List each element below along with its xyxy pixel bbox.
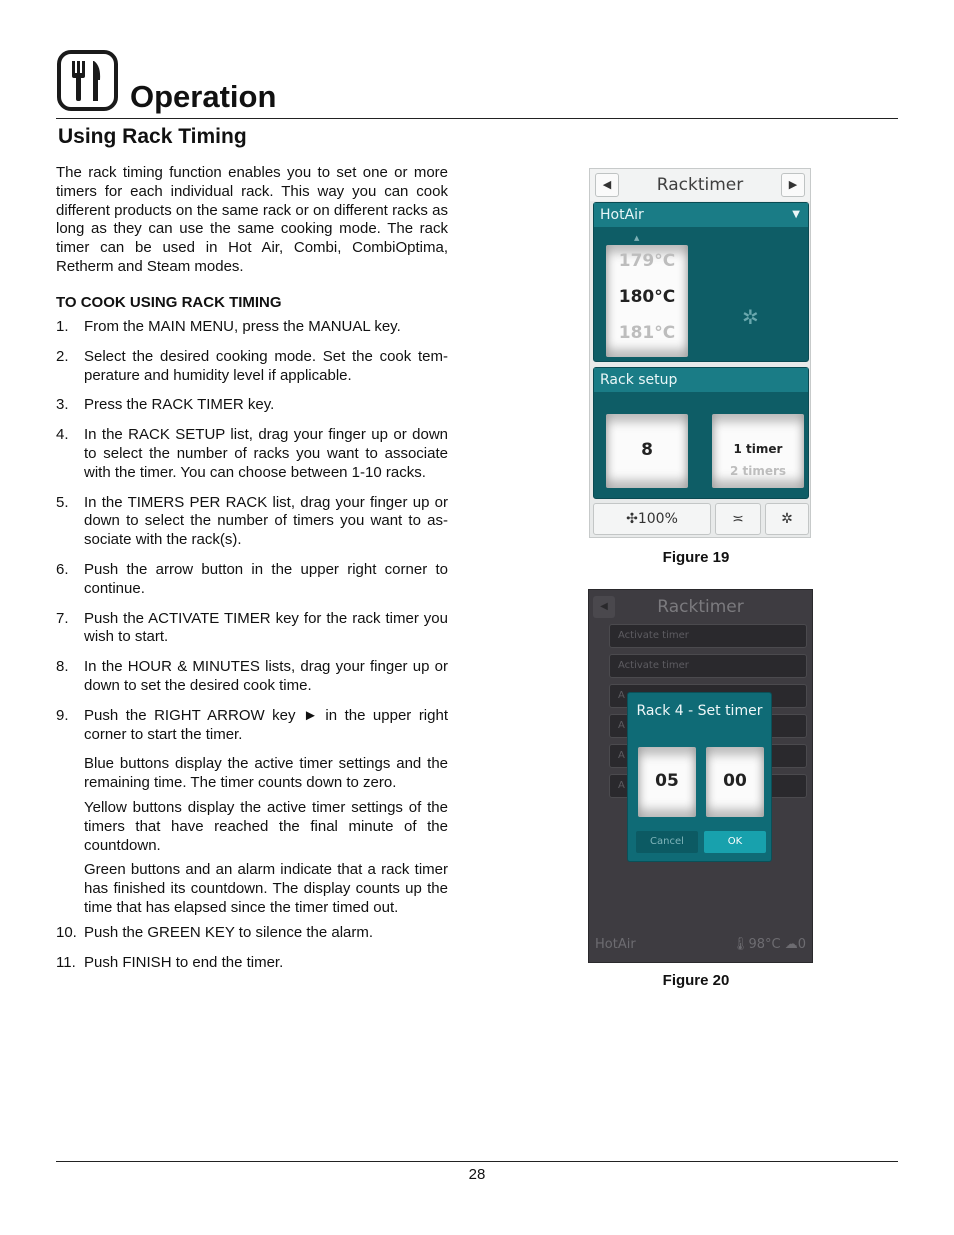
mode-select[interactable] xyxy=(594,203,808,227)
rack-setup-label: Rack setup xyxy=(594,368,808,392)
step-text: Select the desired cooking mode. Set the cook tem-perature and humidity level if applicable. xyxy=(84,347,448,384)
step-text: In the RACK SETUP list, drag your finger up or down to select the number of racks you want to associate with the timer. You can choose between 1-10 racks. xyxy=(84,426,448,481)
step-number: 3. xyxy=(56,396,69,414)
timers-per-rack-roller[interactable] xyxy=(712,414,804,488)
step-number: 4. xyxy=(56,426,69,444)
step-item xyxy=(56,924,448,943)
racks-value: 8 xyxy=(641,440,653,460)
cancel-button[interactable]: Cancel xyxy=(636,831,698,853)
activate-timer-row[interactable]: A xyxy=(609,774,807,798)
temp-value-selected: 180°C xyxy=(618,287,676,307)
figure20-caption: Figure 20 xyxy=(662,972,730,989)
step-item xyxy=(56,610,448,648)
figure19-screen xyxy=(589,168,811,538)
status-readout xyxy=(732,937,806,952)
header-divider xyxy=(56,118,898,119)
set-timer-dialog xyxy=(627,692,772,862)
step-item xyxy=(56,426,448,482)
thermometer-icon: 🌡 xyxy=(731,937,749,952)
dialog-title: Rack 4 - Set timer xyxy=(636,703,763,719)
procedure-heading: TO COOK USING RACK TIMING xyxy=(56,294,282,311)
fan-speed-button[interactable] xyxy=(593,503,711,535)
step-text: From the MAIN MENU, press the MANUAL key. xyxy=(84,318,401,335)
mode-panel xyxy=(593,202,809,362)
step-number: 5. xyxy=(56,493,69,511)
step-text: Push the RIGHT ARROW key ► in the upper right corner to start the timer. xyxy=(84,706,448,743)
fan-icon: ✣ xyxy=(626,511,638,527)
chevron-down-icon: ▼ xyxy=(792,209,800,220)
step-item xyxy=(56,494,448,550)
step-text: Push the GREEN KEY to silence the alarm. xyxy=(84,923,374,941)
bottom-toolbar xyxy=(593,503,809,537)
footer-divider xyxy=(56,1161,898,1162)
step-number: 9. xyxy=(56,706,69,724)
step-item xyxy=(56,348,448,386)
vent-button[interactable] xyxy=(715,503,761,535)
minutes-value: 00 xyxy=(723,771,747,791)
ok-button[interactable]: OK xyxy=(704,831,766,853)
temperature-roller[interactable] xyxy=(606,245,688,357)
page-subtitle: Using Rack Timing xyxy=(58,125,247,148)
step-item xyxy=(56,561,448,599)
fan-speed-value: 100% xyxy=(637,511,678,527)
temp-value-below: 181°C xyxy=(618,323,676,343)
timers-value-selected: 1 timer xyxy=(733,442,783,456)
hours-roller[interactable] xyxy=(638,747,696,817)
racks-roller[interactable] xyxy=(606,414,688,488)
activate-timer-row[interactable]: A xyxy=(609,744,807,768)
step-number: 10. xyxy=(56,923,77,941)
step-number: 6. xyxy=(56,560,69,578)
step-text: In the HOUR & MINUTES lists, drag your finger up or down to set the desired cook time. xyxy=(84,658,448,694)
rack-setup-panel xyxy=(593,367,809,499)
humidity-icon: ☁ xyxy=(784,937,798,952)
step-number: 11. xyxy=(56,953,76,971)
left-arrow-icon[interactable]: ◀ xyxy=(595,173,619,197)
hours-value: 05 xyxy=(655,771,679,791)
timers-value-below: 2 timers xyxy=(729,464,787,478)
figure20-screen xyxy=(588,589,813,963)
procedure-steps xyxy=(56,318,448,983)
activate-timer-row[interactable]: A xyxy=(609,684,807,708)
step-text: Push FINISH to end the timer. xyxy=(84,953,284,971)
section-title: Operation xyxy=(130,79,277,114)
activate-timer-row[interactable]: A xyxy=(609,714,807,738)
activate-timer-row[interactable]: Activate timer xyxy=(609,624,807,648)
step-number: 7. xyxy=(56,609,69,627)
note-yellow-buttons: Yellow buttons display the active timer settings of the timers that have reached the final minute of the countdown. xyxy=(84,798,448,854)
page-number: 28 xyxy=(468,1166,486,1183)
steam-button[interactable] xyxy=(765,503,809,535)
step-item xyxy=(56,707,448,745)
step-number: 2. xyxy=(56,347,69,365)
temp-caption: ▲ xyxy=(634,234,640,242)
mode-label: HotAir xyxy=(600,207,644,223)
screen-title: Racktimer xyxy=(656,175,744,195)
screen-title: Racktimer xyxy=(657,597,744,617)
step-text: Push the ACTIVATE TIMER key for the rack timer you wish to start. xyxy=(84,609,448,646)
minutes-roller[interactable] xyxy=(706,747,764,817)
steam-icon: ✲ xyxy=(781,511,793,527)
right-arrow-icon[interactable]: ▶ xyxy=(781,173,805,197)
note-blue-buttons: Blue buttons display the active timer settings and the remaining time. The timer counts down to zero. xyxy=(84,755,448,792)
intro-paragraph: The rack timing function enables you to set one or more timers for each individual rack. This way you can cook different products on the same rack or on different racks as long as they can use the same cooking mode. The rack timer can be used in Hot Air, Combi, CombiOptima, Retherm and Steam modes. xyxy=(56,164,448,275)
activate-timer-row[interactable]: Activate timer xyxy=(609,654,807,678)
screen-titlebar xyxy=(590,169,810,201)
step-text: Push the arrow button in the upper right corner to continue. xyxy=(84,560,448,597)
step-text: In the TIMERS PER RACK list, drag your finger up or down to select the number of timers you want to as-sociate with the rack(s). xyxy=(84,493,448,549)
temp-value-above: 179°C xyxy=(618,251,676,271)
step-item xyxy=(56,318,448,337)
step-item xyxy=(56,396,448,415)
status-extra: 0 xyxy=(797,937,806,952)
figure19-caption: Figure 19 xyxy=(662,549,730,566)
status-mode: HotAir xyxy=(595,937,636,952)
fork-knife-icon xyxy=(57,50,118,111)
step-number: 8. xyxy=(56,658,69,676)
step-number: 1. xyxy=(56,318,69,335)
left-arrow-icon[interactable]: ◀ xyxy=(593,596,615,618)
step-item xyxy=(56,954,448,973)
status-temp: 98°C xyxy=(748,937,781,952)
vent-icon: ≍ xyxy=(732,511,744,527)
step-text: Press the RACK TIMER key. xyxy=(84,396,275,414)
hot-air-fan-icon: ✲ xyxy=(742,305,759,329)
step-item xyxy=(56,658,448,696)
note-green-buttons: Green buttons and an alarm indicate that a rack timer has finished its countdown. The display counts up the time that has elapsed since the timer timed out. xyxy=(84,861,448,916)
